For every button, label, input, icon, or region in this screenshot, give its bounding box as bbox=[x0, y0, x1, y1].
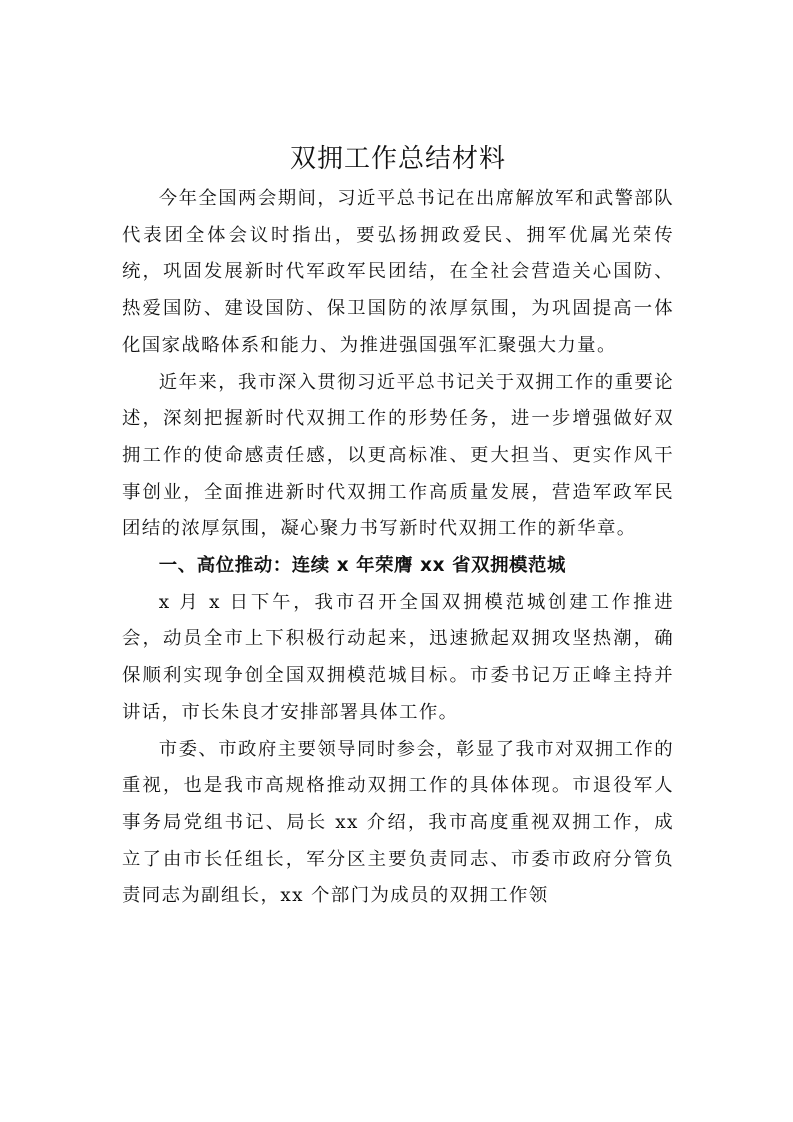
intro-paragraph-2: 近年来，我市深入贯彻习近平总书记关于双拥工作的重要论述，深刻把握新时代双拥工作的形势任务，进一步增强做好双拥工作的使命感责任感，以更高标准、更大担当、更实作风干事创业，全面推进新时代双拥工作高质量发展，营造军政军民团结的浓厚氛围，凝心聚力书写新时代双拥工作的新华章。 bbox=[122, 371, 674, 540]
section-1-paragraph-2: 市委、市政府主要领导同时参会，彰显了我市对双拥工作的重视，也是我市高规格推动双拥工作的具体体现。市退役军人事务局党组书记、局长 xx 介绍，我市高度重视双拥工作，成立了由市长任组长，军分区主要负责同志、市委市政府分管负责同志为副组长，xx 个部门为成员的双拥工作领 bbox=[122, 738, 674, 907]
intro-paragraph-1: 今年全国两会期间，习近平总书记在出席解放军和武警部队代表团全体会议时指出，要弘扬拥政爱民、拥军优属光荣传统，巩固发展新时代军政军民团结，在全社会营造关心国防、热爱国防、建设国防、保卫国防的浓厚氛围，为巩固提高一体化国家战略体系和能力、为推进强国强军汇聚强大力量。 bbox=[122, 188, 674, 356]
section-heading-1: 一、高位推动：连续 x 年荣膺 xx 省双拥模范城 bbox=[158, 555, 567, 577]
document-title: 双拥工作总结材料 bbox=[289, 144, 506, 174]
section-1-paragraph-1: x 月 x 日下午，我市召开全国双拥模范城创建工作推进会，动员全市上下积极行动起来，迅速掀起双拥攻坚热潮，确保顺利实现争创全国双拥模范城目标。市委书记万正峰主持并讲话，市长朱良才安排部署具体工作。 bbox=[122, 591, 674, 723]
document-body bbox=[122, 141, 674, 915]
